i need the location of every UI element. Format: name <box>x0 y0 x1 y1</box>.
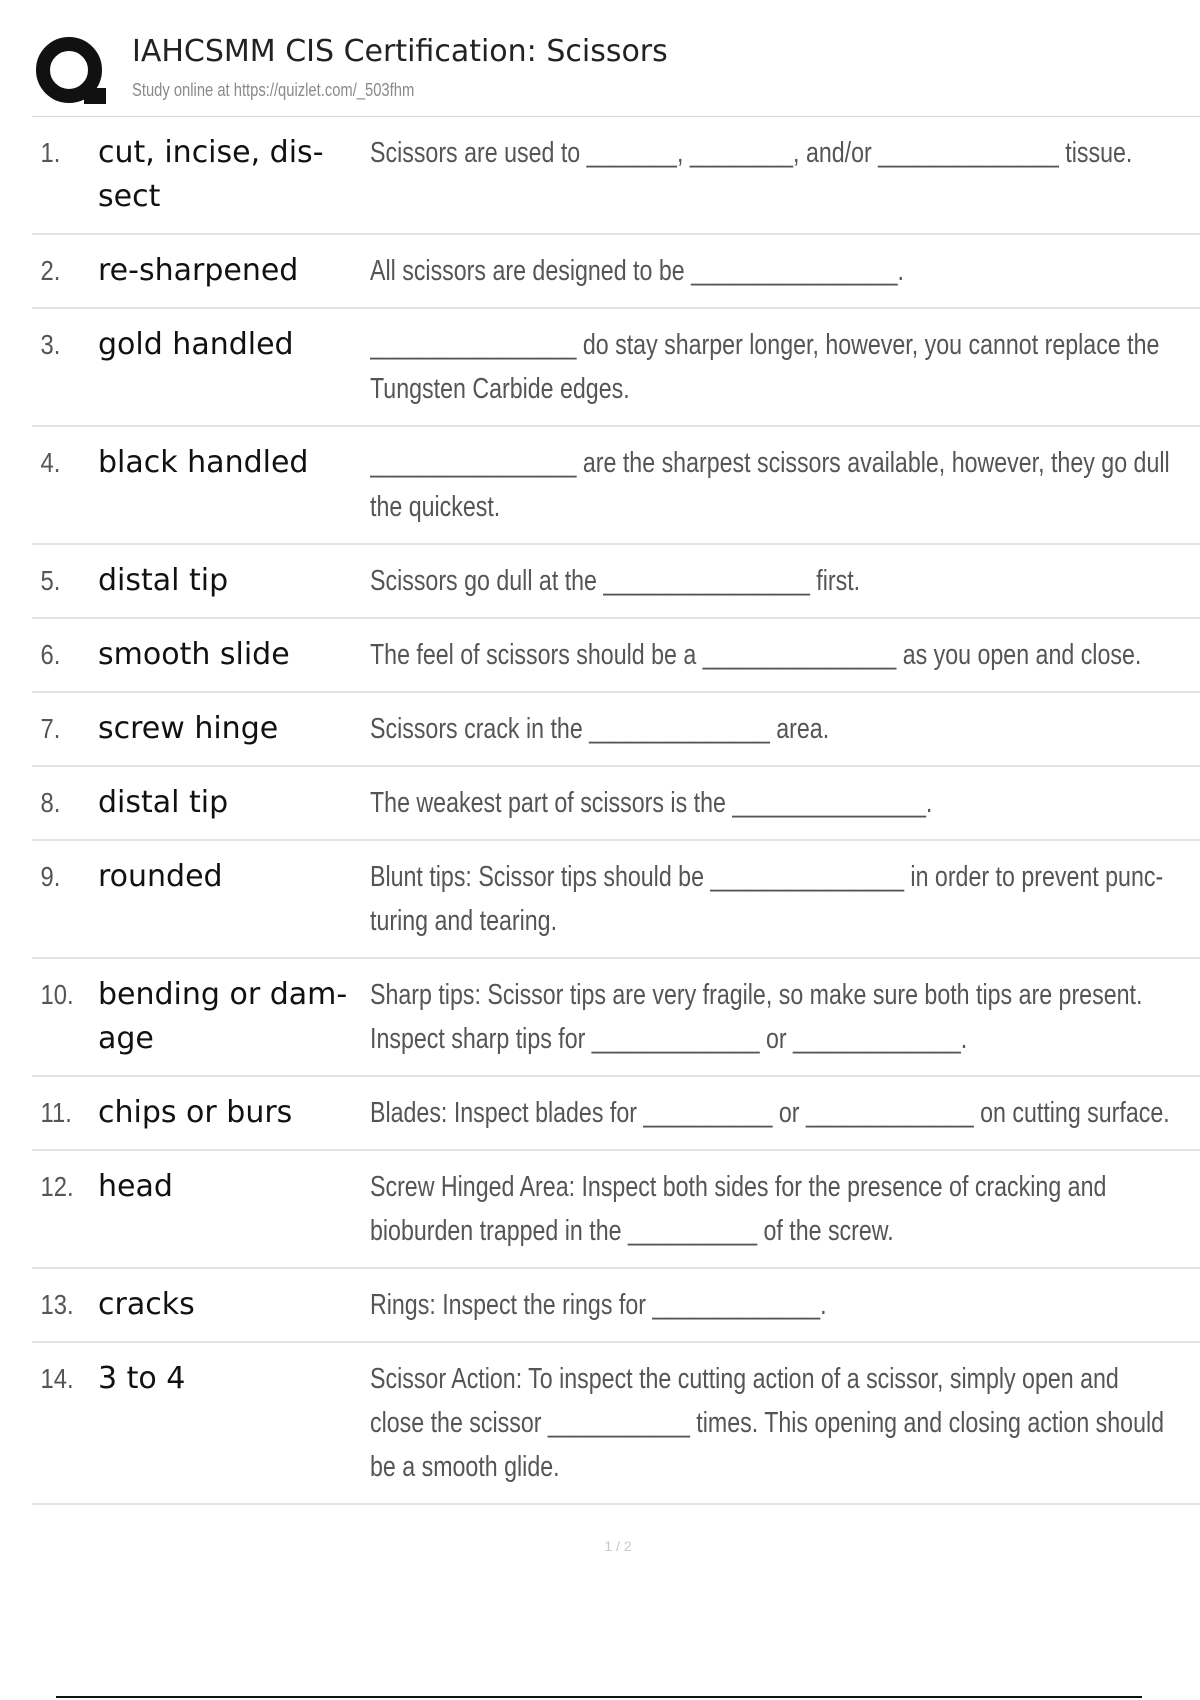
term-row <box>32 545 1200 619</box>
term-row <box>32 309 1200 427</box>
row-number: 6. <box>40 639 61 670</box>
row-number: 8. <box>40 787 61 818</box>
term-row <box>32 117 1200 235</box>
definition-text: Scissors crack in the ______________ area. <box>370 713 830 745</box>
row-number: 7. <box>40 713 61 744</box>
term-text: cracks <box>98 1287 195 1322</box>
row-number: 13. <box>40 1289 74 1320</box>
row-number: 14. <box>40 1363 74 1394</box>
term-text: distal tip <box>98 785 229 820</box>
page-number: 1 / 2 <box>604 1538 632 1554</box>
definition-text: Scissors go dull at the ________________ first. <box>370 565 861 597</box>
term-text: bending or dam-age <box>98 977 348 1056</box>
term-row <box>32 1151 1200 1269</box>
term-row <box>32 841 1200 959</box>
row-number: 12. <box>40 1171 74 1202</box>
row-number: 2. <box>40 255 61 286</box>
definition-cell <box>370 633 1200 677</box>
quizlet-logo-icon <box>32 32 112 112</box>
term-text: distal tip <box>98 563 229 598</box>
term-row <box>32 693 1200 767</box>
definition-cell <box>370 1165 1200 1253</box>
term-text: rounded <box>98 859 223 894</box>
term-row <box>32 959 1200 1077</box>
definition-cell <box>370 441 1200 529</box>
definition-text: The feel of scissors should be a _______________ as you open and close. <box>370 639 1142 671</box>
definition-cell <box>370 131 1200 175</box>
row-number: 10. <box>40 979 74 1010</box>
definition-cell <box>370 855 1200 943</box>
term-row <box>32 767 1200 841</box>
definition-cell <box>370 707 1200 751</box>
row-number: 4. <box>40 447 61 478</box>
row-number: 11. <box>40 1097 72 1128</box>
term-row <box>32 1343 1200 1505</box>
definition-cell <box>370 1283 1200 1327</box>
definition-text: ________________ are the sharpest scissors available, however, they go dull the quickest. <box>370 447 1170 523</box>
term-text: head <box>98 1169 173 1204</box>
term-row <box>32 1269 1200 1343</box>
definition-text: Sharp tips: Scissor tips are very fragile, so make sure both tips are present. Inspect sharp tips for _____________ or _____________. <box>370 979 1143 1055</box>
document-title: IAHCSMM CIS Certification: Scissors <box>132 34 668 69</box>
definition-text: Scissor Action: To inspect the cutting action of a scissor, simply open and close the scissor ___________ times. This opening and closing action should be a smooth glide. <box>370 1363 1165 1483</box>
term-text: cut, incise, dis-sect <box>98 135 324 214</box>
definition-cell <box>370 249 1200 293</box>
definition-text: ________________ do stay sharper longer, however, you cannot replace the Tungsten Carbide edges. <box>370 329 1160 405</box>
definition-cell <box>370 1091 1200 1135</box>
study-online-link[interactable]: Study online at https://quizlet.com/_503fhm <box>132 80 415 100</box>
definition-text: The weakest part of scissors is the _______________. <box>370 787 933 819</box>
document-header <box>32 28 1200 114</box>
footer-divider <box>56 1696 1142 1698</box>
term-text: chips or burs <box>98 1095 293 1130</box>
definition-text: Rings: Inspect the rings for _____________. <box>370 1289 827 1321</box>
term-text: gold handled <box>98 327 294 362</box>
row-number: 9. <box>40 861 61 892</box>
definition-cell <box>370 559 1200 603</box>
term-row <box>32 427 1200 545</box>
row-number: 3. <box>40 329 61 360</box>
definition-cell <box>370 781 1200 825</box>
term-text: re-sharpened <box>98 253 299 288</box>
term-text: smooth slide <box>98 637 290 672</box>
flashcard-list <box>32 117 1200 1505</box>
term-row <box>32 1077 1200 1151</box>
definition-cell <box>370 973 1200 1061</box>
definition-cell <box>370 1357 1200 1489</box>
definition-text: Scissors are used to _______, ________, and/or ______________ tissue. <box>370 137 1133 169</box>
term-text: screw hinge <box>98 711 279 746</box>
row-number: 1. <box>40 137 61 168</box>
term-text: 3 to 4 <box>98 1361 186 1396</box>
definition-text: Blades: Inspect blades for __________ or _____________ on cutting surface. <box>370 1097 1170 1129</box>
term-text: black handled <box>98 445 309 480</box>
definition-text: All scissors are designed to be ________________. <box>370 255 904 287</box>
term-row <box>32 619 1200 693</box>
row-number: 5. <box>40 565 61 596</box>
definition-cell <box>370 323 1200 411</box>
term-row <box>32 235 1200 309</box>
definition-text: Blunt tips: Scissor tips should be _______________ in order to prevent punc-turing and tearing. <box>370 861 1164 937</box>
definition-text: Screw Hinged Area: Inspect both sides for the presence of cracking and bioburden trapped in the __________ of the screw. <box>370 1171 1107 1247</box>
